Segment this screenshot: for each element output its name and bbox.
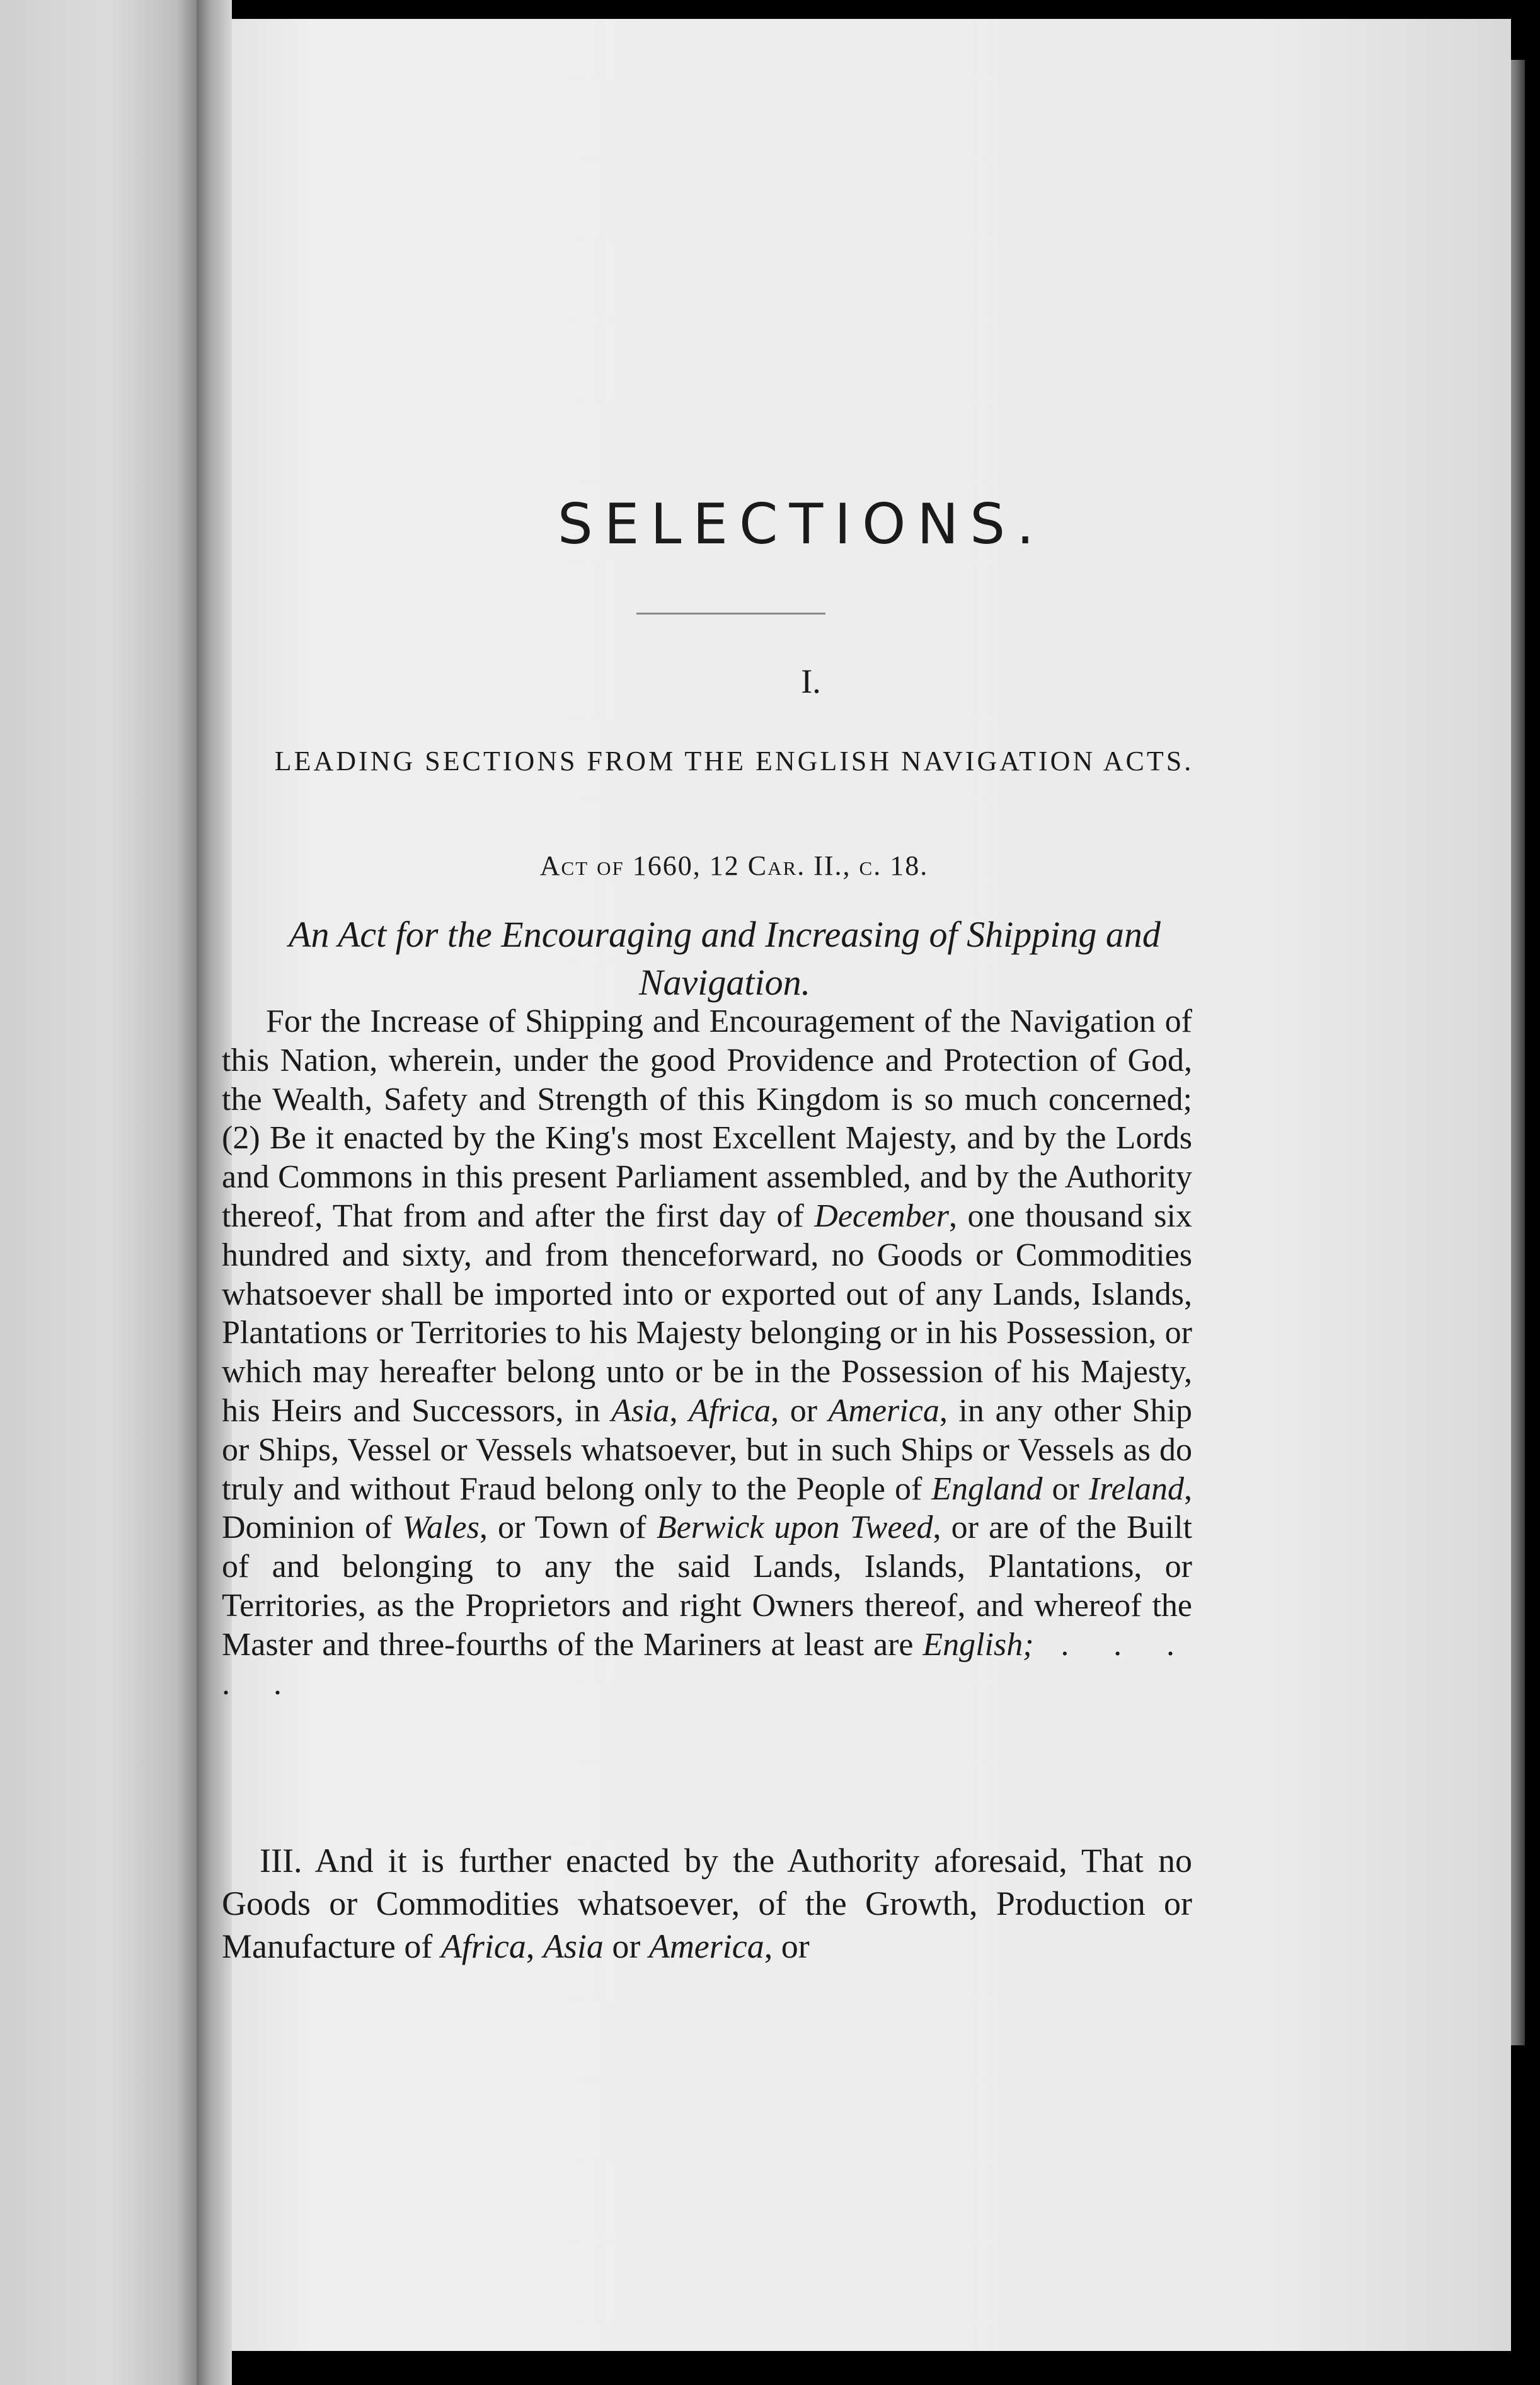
text-run: For the Increase of Shipping and Encouragement of the Navigation of this Nation, wherein, under the good Providence and Protection of God, the Wealth, Safety and Strength of this Kingdom is so much concerned; (2) Be it enacted by the King's most Excellent Majesty, and by the Lords and Commons in this present Parliament assembled, and by the Authority thereof, That from and after the first day of	[222, 1003, 1192, 1234]
text-run: III. And it is further enacted by the Authority aforesaid, That no Goods or Commodities whatsoever, of the Growth, Production or Manufacture of	[222, 1842, 1192, 1965]
text-run: , or are of the Built of and belonging to any the said Lands, Islands, Plantations, or Territories, as the Proprietors and right Owners thereof, and whereof the Master and three-fourths of the Mariners at least are	[222, 1510, 1192, 1663]
italic-term: America	[828, 1392, 940, 1429]
text-run: ,	[526, 1927, 543, 1965]
italic-term: England	[931, 1470, 1043, 1507]
italic-term: Africa	[440, 1927, 526, 1965]
italic-term: Ireland	[1088, 1470, 1184, 1507]
italic-term: Berwick upon Tweed	[656, 1510, 933, 1546]
italic-term: Africa	[689, 1392, 771, 1429]
section-heading: LEADING SECTIONS FROM THE ENGLISH NAVIGATION ACTS.	[274, 746, 1194, 777]
section-number: I.	[801, 662, 821, 700]
act-reference: Act of 1660, 12 Car. II., c. 18.	[539, 850, 929, 881]
text-run: , one thousand six hundred and sixty, and from thenceforward, no Goods or Commodities whatsoever shall be imported into or exported out of any Lands, Islands, Plantations or Territories to his Majesty belonging or in his Possession, or which may hereafter belong unto or be in the Possession of his Majesty, his Heirs and Successors, in	[222, 1198, 1192, 1429]
text-run: ,	[669, 1392, 689, 1429]
text-run: , or	[764, 1927, 810, 1965]
act-title: An Act for the Encouraging and Increasing of Shipping and Navigation.	[289, 914, 1161, 1003]
italic-term: Asia	[543, 1927, 604, 1965]
italic-term: English;	[922, 1626, 1034, 1663]
page-title: SELECTIONS.	[557, 492, 1046, 557]
text-run: , or	[771, 1392, 829, 1429]
body-paragraph-section-3	[222, 1839, 1192, 1968]
text-run: , or Town of	[479, 1510, 657, 1546]
page-edge	[1511, 60, 1525, 2045]
ellipsis: . . . . .	[222, 1626, 1193, 1702]
text-run: , in any other Ship or Ships, Vessel or Vessels whatsoever, but in such Ships or Vessels as do truly and without Fraud belong only to the People of	[222, 1392, 1192, 1507]
italic-term: America	[648, 1927, 764, 1965]
text-run: or	[1042, 1470, 1089, 1507]
italic-term: December	[814, 1198, 949, 1234]
title-rule	[636, 613, 825, 615]
facing-page	[0, 0, 197, 2385]
italic-term: Wales	[402, 1510, 480, 1546]
italic-term: Asia	[611, 1392, 670, 1429]
body-paragraph	[222, 1002, 1192, 1703]
text-run: , Dominion of	[222, 1470, 1192, 1546]
text-run: or	[603, 1927, 649, 1965]
